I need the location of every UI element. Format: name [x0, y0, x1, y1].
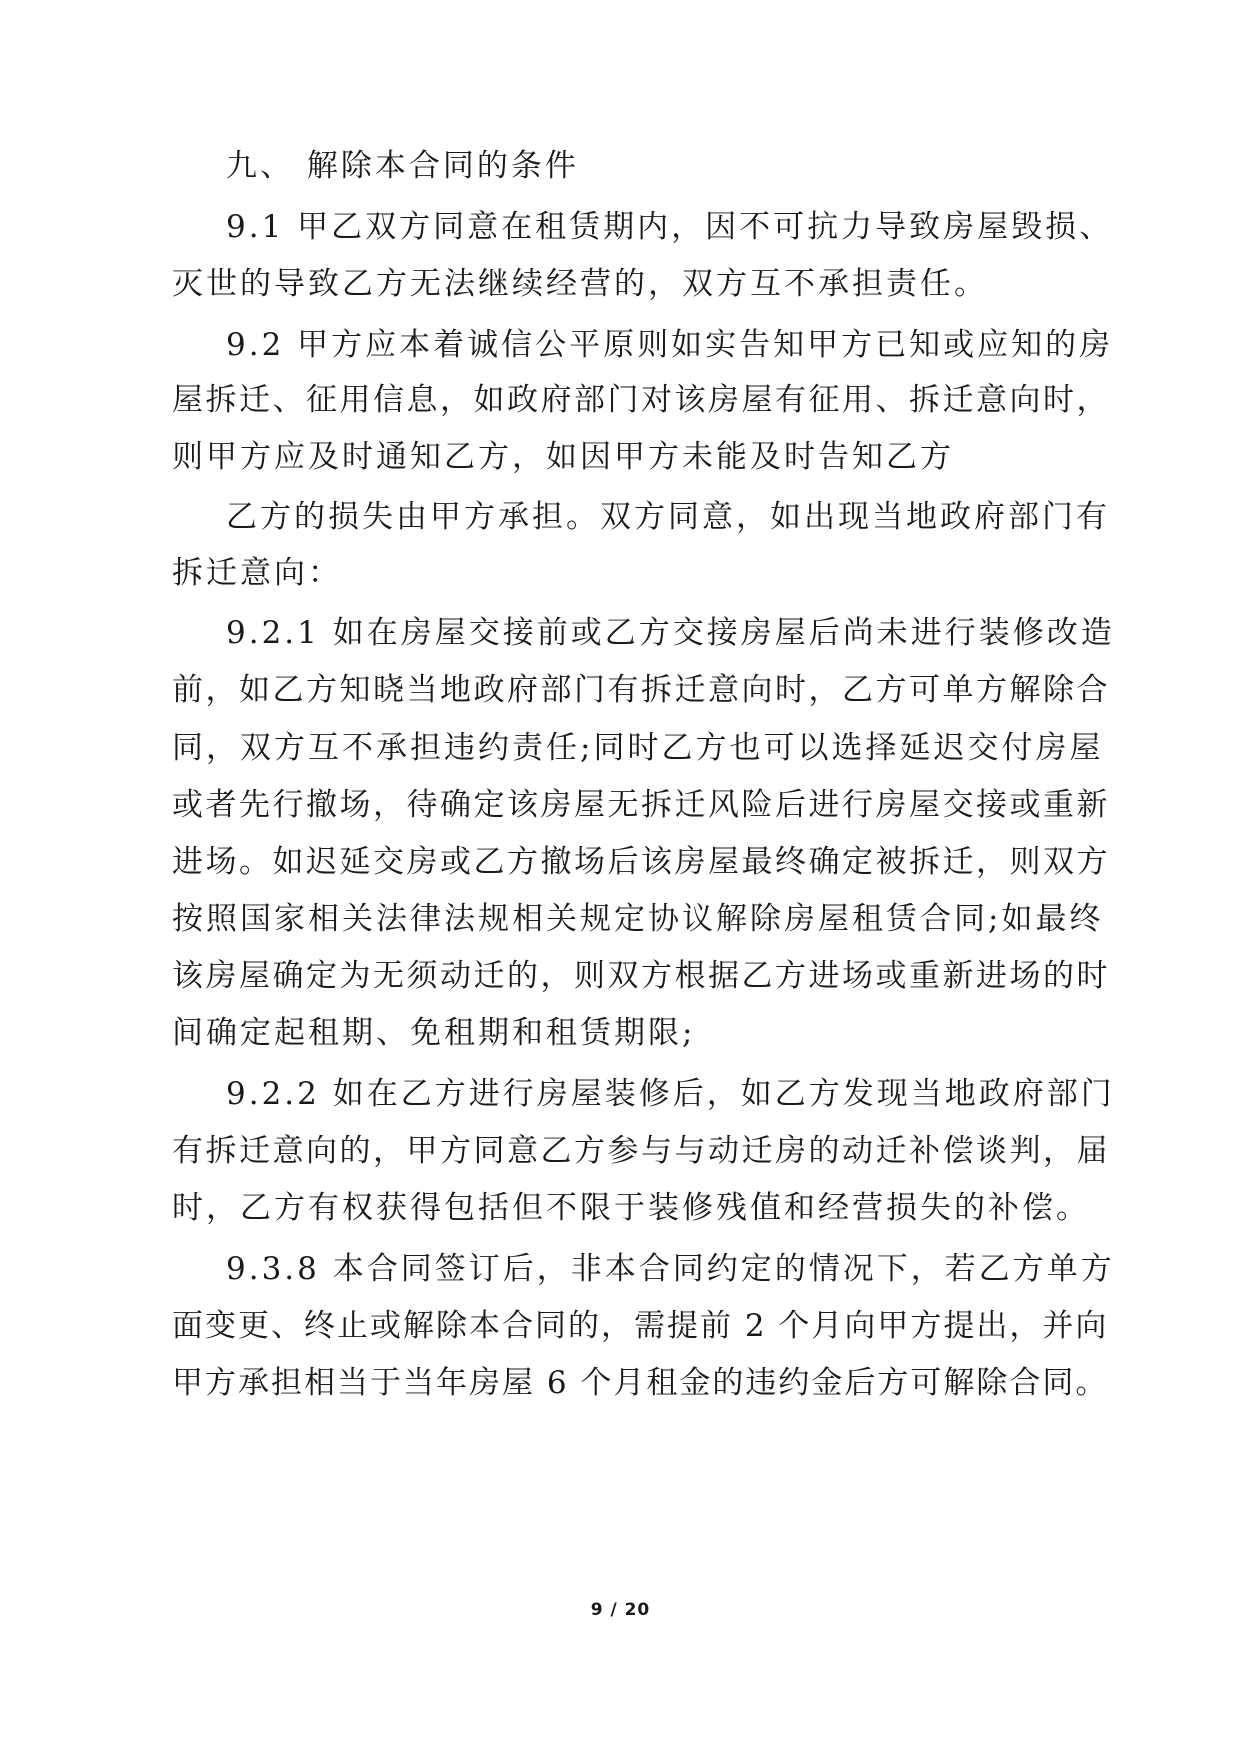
text-line: 拆迁意向： — [172, 555, 342, 591]
text-line: 前，如乙方知晓当地政府部门有拆迁意向时，乙方可单方解除合 — [172, 672, 1110, 708]
text-line: 9.1 甲乙双方同意在租赁期内，因不可抗力导致房屋毁损、 — [226, 209, 1114, 245]
text-line: 9.2.1 如在房屋交接前或乙方交接房屋后尚未进行装修改造 — [226, 615, 1115, 651]
text-line: 时，乙方有权获得包括但不限于装修残值和经营损失的补偿。 — [172, 1190, 1090, 1226]
text-line: 进场。如迟延交房或乙方撤场后该房屋最终确定被拆迁，则双方 — [172, 844, 1110, 880]
page-number: 9 / 20 — [590, 1600, 651, 1620]
text-line: 屋拆迁、征用信息，如政府部门对该房屋有征用、拆迁意向时， — [172, 382, 1110, 418]
text-line: 9.2.2 如在乙方进行房屋装修后，如乙方发现当地政府部门 — [226, 1076, 1115, 1112]
text-line: 灭世的导致乙方无法继续经营的，双方互不承担责任。 — [172, 266, 988, 302]
text-line: 面变更、终止或解除本合同的，需提前 2 个月向甲方提出，并向 — [172, 1308, 1109, 1344]
text-line: 间确定起租期、免租期和租赁期限; — [172, 1015, 696, 1051]
text-line: 甲方承担相当于当年房屋 6 个月租金的违约金后方可解除合同。 — [172, 1365, 1109, 1401]
text-line: 9.2 甲方应本着诚信公平原则如实告知甲方已知或应知的房 — [226, 327, 1114, 363]
text-line: 则甲方应及时通知乙方，如因甲方未能及时告知乙方 — [172, 439, 954, 475]
text-line: 同，双方互不承担违约责任;同时乙方也可以选择延迟交付房屋 — [172, 730, 1104, 766]
text-line: 乙方的损失由甲方承担。双方同意，如出现当地政府部门有 — [226, 499, 1110, 535]
text-line: 按照国家相关法律法规相关规定协议解除房屋租赁合同;如最终 — [172, 901, 1104, 937]
text-line: 该房屋确定为无须动迁的，则双方根据乙方进场或重新进场的时 — [172, 958, 1110, 994]
text-line: 9.3.8 本合同签订后，非本合同约定的情况下，若乙方单方 — [226, 1251, 1115, 1287]
section-heading: 九、 解除本合同的条件 — [226, 148, 579, 184]
text-line: 有拆迁意向的，甲方同意乙方参与与动迁房的动迁补偿谈判，届 — [172, 1133, 1110, 1169]
text-line: 或者先行撤场，待确定该房屋无拆迁风险后进行房屋交接或重新 — [172, 787, 1110, 823]
